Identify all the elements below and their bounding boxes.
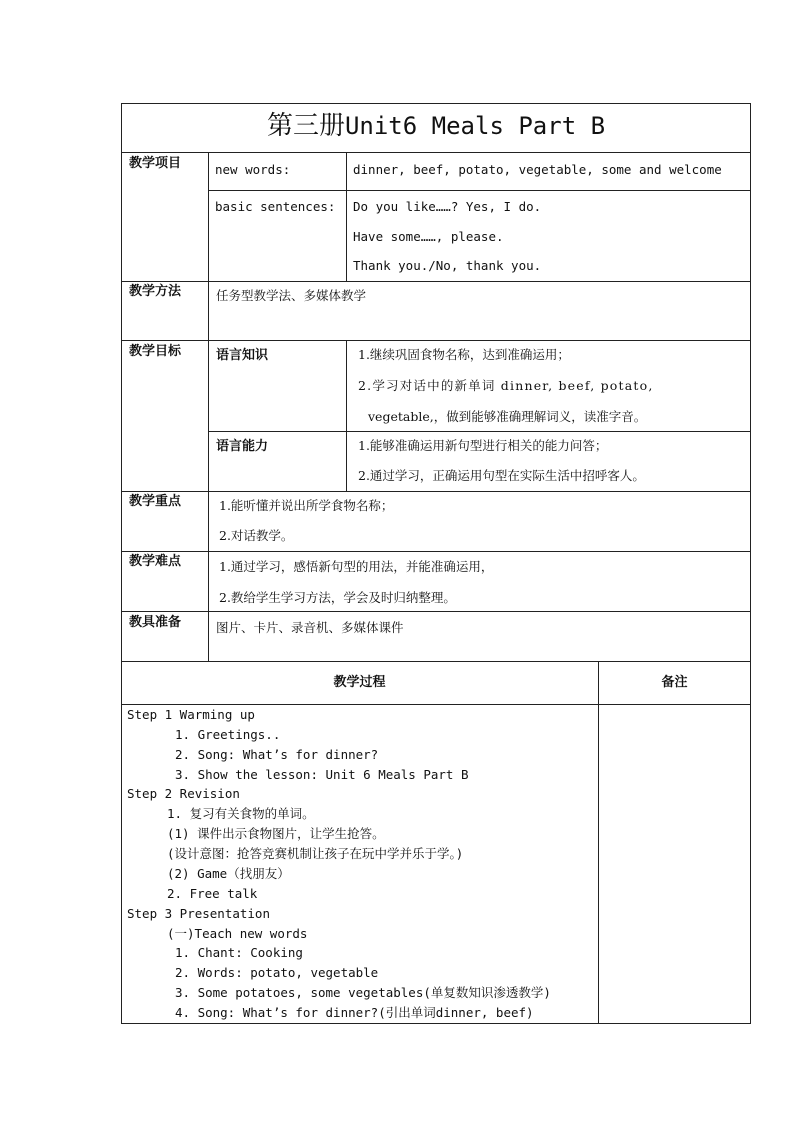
process-line: 1. Chant: Cooking (175, 945, 303, 960)
goals-label: 教学目标 (129, 344, 182, 359)
process-line: 1. Greetings.. (175, 727, 281, 742)
row-divider (121, 340, 751, 341)
ability-line: 2.通过学习，正确运用句型在实际生活中招呼客人。 (358, 468, 645, 483)
sentence-line: Do you like……? Yes, I do. (353, 199, 542, 214)
col-divider (346, 152, 347, 281)
knowledge-line: 1.继续巩固食物名称，达到准确运用； (358, 347, 570, 362)
col-divider (598, 661, 599, 1024)
tools-value: 图片、卡片、录音机、多媒体课件 (216, 620, 404, 635)
new-words-label: new words: (215, 162, 291, 177)
difficulty-line: 1.通过学习，感悟新句型的用法，并能准确运用， (219, 559, 494, 574)
process-line: Step 1 Warming up (127, 707, 255, 722)
notes-header: 备注 (661, 675, 688, 690)
row-divider (121, 152, 751, 153)
knowledge-label: 语言知识 (216, 348, 269, 363)
row-divider (121, 551, 751, 552)
tools-label: 教具准备 (129, 615, 182, 630)
difficulty-line: 2.教给学生学习方法，学会及时归纳整理。 (219, 590, 456, 605)
document-title (121, 104, 751, 152)
knowledge-line: 2.学习对话中的新单词 dinner, beef, potato, (358, 378, 654, 393)
process-line: (2) Game（找朋友） (167, 866, 290, 881)
row-divider (121, 281, 751, 282)
process-line: 4. Song: What’s for dinner?(引出单词dinner, beef) (175, 1005, 534, 1020)
col-divider (346, 340, 347, 491)
row-divider (208, 190, 751, 191)
method-value: 任务型教学法、多媒体教学 (216, 288, 367, 303)
new-words-value: dinner, beef, potato, vegetable, some and welcome (353, 162, 722, 177)
process-header: 教学过程 (333, 675, 386, 690)
row-divider (121, 491, 751, 492)
focus-label: 教学重点 (129, 494, 182, 509)
sentence-line: Thank you./No, thank you. (353, 258, 542, 273)
method-label: 教学方法 (129, 284, 182, 299)
ability-label: 语言能力 (216, 439, 269, 454)
process-line: (1) 课件出示食物图片，让学生抢答。 (167, 826, 385, 841)
title-en: Unit6 Meals Part B (344, 112, 606, 140)
row-divider (121, 661, 751, 662)
process-line: 1. 复习有关食物的单词。 (167, 806, 315, 821)
row-divider (208, 431, 751, 432)
title-cn: 第三册 (266, 111, 345, 141)
process-line: 3. Some potatoes, some vegetables(单复数知识渗透教学) (175, 985, 551, 1000)
sentences-label: basic sentences: (215, 199, 336, 214)
process-line: 3. Show the lesson: Unit 6 Meals Part B (175, 767, 469, 782)
knowledge-line: vegetable,，做到能够准确理解词义，读准字音。 (368, 409, 647, 424)
process-line: Step 3 Presentation (127, 906, 270, 921)
items-label: 教学项目 (129, 156, 182, 171)
process-line: Step 2 Revision (127, 786, 240, 801)
process-line: 2. Words: potato, vegetable (175, 965, 379, 980)
process-line: 2. Song: What’s for dinner? (175, 747, 379, 762)
focus-line: 1.能听懂并说出所学食物名称； (219, 498, 394, 513)
ability-line: 1.能够准确运用新句型进行相关的能力问答； (358, 438, 608, 453)
difficulty-label: 教学难点 (129, 554, 182, 569)
process-line: (设计意图：抢答竞赛机制让孩子在玩中学并乐于学。) (167, 846, 464, 861)
col-divider (208, 152, 209, 661)
focus-line: 2.对话教学。 (219, 528, 294, 543)
row-divider (121, 611, 751, 612)
sentence-line: Have some……, please. (353, 229, 504, 244)
row-divider (121, 704, 751, 705)
process-line: (一)Teach new words (167, 926, 308, 941)
process-line: 2. Free talk (167, 886, 258, 901)
